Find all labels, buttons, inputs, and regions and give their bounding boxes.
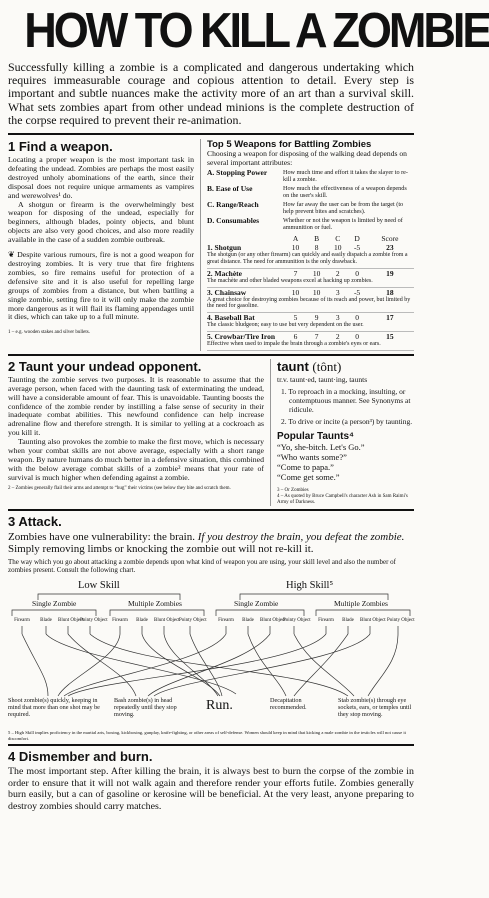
section-1-paragraph-3: ❦ Despite various rumours, fire is not a good weapon for destroying zombies. It is very true that fire frightens zombies, so fire remains useful for protection of a defensive site and it is also useful for repelling large groups of zombies from a distance, but when battling a single zombie, setting fire to it will only make the zombie more dangerous as it will flail its flaming appendages until it dies, which can take up to a full minute. [8,250,194,322]
weapon-a: 7 [293,268,298,278]
outcome-shoot: Shoot zombie(s) quickly, keeping in mind that more than one shot may be required. [8,697,100,719]
weapon-label: Blade [342,618,354,624]
weapon-row [207,331,414,341]
weapon-name: 1. Shotgun [207,243,242,253]
criterion-key: B. Ease of Use [207,184,253,194]
weapon-d: 0 [355,268,359,278]
criterion-row [207,201,414,215]
weapon-row [207,268,414,278]
weapon-c: 10 [333,243,342,253]
page-title: HOW TO KILL A ZOMBIE [24,4,489,58]
weapon-desc-row [207,322,414,331]
weapon-desc: The machète and other bladed weapons excel at hacking up zombies. [207,278,414,287]
weapon-label: Blunt Object [360,618,386,624]
weapon-desc: The shotgun (or any other firearm) can quickly and easily dispatch a zombie from a great distance. The need for ammunition is the only drawback. [207,252,414,268]
weapon-d: 0 [355,313,359,323]
weapon-label: Blunt Object [260,618,286,624]
criterion-row [207,169,414,183]
weapon-desc: The classic bludgeon; easy to use but very dependent on the user. [207,322,414,331]
outcome-bash: Bash zombie(s) in head repeatedly until they stop moving. [114,697,177,719]
weapon-desc: Effective when used to impale the brain through a zombie's eyes or ears. [207,341,414,350]
criterion-desc: How much time and effort it takes the slayer to re-kill a zombie. [283,169,408,184]
flow-line [368,634,398,696]
weapon-score: 23 [386,243,394,253]
weapon-c: 2 [335,268,340,278]
section-2-heading: 2 Taunt your undead opponent. [8,358,202,374]
weapon-name: 3. Chainsaw [207,287,247,297]
bracket-high-multiple [316,610,410,616]
weapon-desc: A great choice for destroying zombies because of its reach and power, but limited by the need for gasoline. [207,297,414,313]
section-3 [8,514,414,741]
footnote-5: 5 – High Skill implies proficiency in the martial arts, boxing, kickboxing, gunplay, knife-fighting, or other areas of self-defense. Women should keep in mind that kicking a male zombie in the testicles will not cause it discomfort. [8,730,406,741]
taunt-forms: tr.v. taunt·ed, taunt·ing, taunts [277,374,368,384]
taunt-quote: “Come to papa.” [277,461,334,472]
criterion-desc: Whether or not the weapon is limited by need of ammunition or fuel. [283,217,403,232]
lead-text: Simply removing limbs or knocking the zombie out will not re-kill it. [8,543,314,556]
footnote-3: 3 – Or Zombies [277,487,309,493]
lead-emphasis: If you destroy the brain, you defeat the zombie. [197,530,405,543]
weapon-b: 7 [314,331,319,341]
section-2 [8,359,270,506]
footnote-1: 1 – e.g. wooden stakes and silver bullets. [8,330,90,336]
taunt-quote: “Come get some.” [277,471,340,482]
flow-line [68,634,136,696]
section-1-paragraph-1: Locating a proper weapon is the most important task in defeating the undead. Zombies are perhaps the most easily destroyed unholy abominations of the earth, since their disposal does not require unique armaments as vampires and werewolves¹ do. [8,155,194,200]
footnote-2: 2 – Zombies generally flail their arms and attempt to “hug” their victims (see below they bite and scratch them. [8,485,231,491]
weapon-b: 8 [314,243,319,253]
section-4-heading: 4 Dismember and burn. [8,749,153,765]
weapon-c: 2 [335,331,340,341]
divider [8,509,414,511]
col-header: A [292,234,299,244]
weapon-c: 3 [335,313,340,323]
weapon-a: 10 [291,243,300,253]
weapon-row [207,313,414,323]
weapon-d: 0 [355,331,359,341]
col-header: D [354,234,360,244]
section-2-paragraph-2: Taunting also provokes the zombie to make the first move, which is necessary when your combat skills are not above average, especially with a short range weapon. By nature humans do much better in a defensive situation, this combined with the below average combat skills of a zombie² means that your rate of survival is much higher when defending against a zombie. [8,437,264,482]
low-multiple-label: Multiple Zombies [128,599,182,609]
section-3-heading: 3 Attack. [8,513,62,529]
criterion-key: C. Range/Reach [207,200,259,210]
taunt-quote: “Yo, she-bitch. Let's Go.” [277,441,365,452]
taunt-def-2: 2. To drive or incite (a person³) by taunting. [281,416,413,426]
criterion-key: D. Consumables [207,216,260,226]
col-header: Score [381,234,399,244]
criterion-desc: How much the effectiveness of a weapon depends on the user's skill. [283,185,407,200]
popular-taunts-heading: Popular Taunts⁴ [277,430,354,442]
weapon-label: Firearm [112,618,128,624]
section-3-subtext: The way which you go about attacking a zombie depends upon what kind of weapon you are using, your skill level and also the number of zombies present. Consult the following chart. [8,557,397,575]
weapon-label: Pointy Object [179,618,207,624]
weapon-label: Firearm [14,618,30,624]
flow-line [294,634,348,696]
taunt-quote: “Who wants some?” [277,451,347,462]
weapon-a: 10 [291,287,300,297]
attack-flowchart [8,578,414,728]
weapon-label: Blade [242,618,254,624]
weapon-d: -5 [353,287,361,297]
weapon-a: 6 [293,331,298,341]
section-3-lead [8,531,414,556]
taunt-word [277,359,414,375]
col-header: C [335,234,341,244]
outcome-decapitate: Decapitation recommended. [270,697,307,712]
weapon-desc-row [207,297,414,313]
weapon-label: Firearm [318,618,334,624]
criterion-key: A. Stopping Power [207,168,268,178]
weapons-lead: Choosing a weapon for disposing of the walking dead depends on several important attributes: [207,149,407,167]
section-2-paragraph-1: Taunting the zombie serves two purposes. It is reasonable to assume that the average person, when faced with the daunting task of exterminating the undead, will have a considerable amount of fear. This is unavoidable. Taunting boosts the confidence of the zombie render by instilling a false sense of security in their inadequate combat abilities. This newfound confidence can help increase adrenaline flow and therefore strength. It is similar to yelling at a cockroach as you kill it. [8,374,264,438]
weapon-name: 4. Baseball Bat [207,313,255,323]
weapons-panel [200,139,414,351]
footnote-4: 4 – As quoted by Bruce Campbell's character Ash in Sam Raimi's Army of Darkness. [277,493,408,505]
flow-line [22,634,48,696]
weapon-desc-row [207,252,414,268]
weapon-desc-row [207,341,414,350]
criterion-row [207,185,414,199]
section-1-paragraph-2: A shotgun or firearm is the overwhelmingly best weapon for disposing of the undead, especially for beginners, although blades, pointy objects, and blunt objects are also very good choices, and also more readily available in the case of a sudden zombie outbreak. [8,199,194,245]
weapon-score: 18 [386,287,394,297]
weapon-a: 5 [293,313,298,323]
weapons-table-header [207,234,414,243]
criteria-list [207,169,414,231]
flow-line [294,634,354,696]
section-1-heading: 1 Find a weapon. [8,139,113,155]
taunt-definition [277,375,414,426]
bracket-high-single [216,610,304,616]
weapon-label: Blade [40,618,52,624]
flow-line [248,634,286,696]
weapon-c: 3 [335,287,340,297]
weapon-row [207,243,414,252]
weapon-name: 2. Machète [207,268,242,278]
col-header: B [314,234,320,244]
weapons-title: Top 5 Weapons for Battling Zombies [207,139,372,151]
intro-paragraph: Successfully killing a zombie is a complicated and dangerous undertaking which requires immeasurable courage and copious attention to detail. Every step is important and subtle nuances make the activity more of an art than a survival skill. What sets zombies apart from other undead minions is the complete destruction of the corpse required to prevent their re-animation. [8,60,414,127]
section-2-row [8,359,414,506]
bracket-low-multiple [110,610,204,616]
flow-line [190,634,222,696]
high-skill-label: High Skill⁵ [286,580,334,592]
weapon-score: 19 [386,268,394,278]
flow-line [142,634,220,696]
outcome-stab: Stab zombie(s) through eye sockets, ears, or temples until they stop moving. [338,697,412,719]
weapon-name: 5. Crowbar/Tire Iron [207,331,275,341]
taunt-def-1: 1. To reproach in a mocking, insulting, or contemptuous manner. See Synonyms at ridicule. [281,386,411,414]
weapon-b: 10 [312,287,321,297]
taunt-headword: taunt [277,358,309,374]
weapon-score: 17 [386,313,394,323]
flow-line [68,634,326,696]
low-skill-label: Low Skill [78,580,120,592]
section-4-text: The most important step. After killing the brain, it is always best to burn the corpse of the zombie in order to ensure that it will not walk again and therefore render your efforts futile. Zombies generally burn easily, but a can of gasoline or kerosine will be beneficial. At the very least, anyone preparing to destroy zombies should carry matches. [8,766,414,812]
popular-taunts [277,442,414,482]
taunt-pronunciation: (tônt) [312,358,342,374]
weapon-label: Blunt Object [58,618,84,624]
criterion-desc: How far away the user can be from the target (to help prevent bites and scratches). [283,201,404,216]
weapon-ticks [22,626,398,634]
low-single-label: Single Zombie [32,599,77,609]
section-4 [8,749,414,812]
weapon-b: 9 [314,313,319,323]
weapon-label: Pointy Object [80,618,108,624]
section-1-row [8,139,414,351]
weapon-d: -5 [353,243,361,253]
divider [8,354,414,356]
taunt-panel [270,359,414,506]
bracket-low-single [12,610,96,616]
weapon-label: Firearm [218,618,234,624]
weapons-table [207,234,414,351]
weapon-label: Pointy Object [387,618,415,624]
criterion-row [207,217,414,231]
high-single-label: Single Zombie [234,599,279,609]
weapon-score: 15 [386,331,394,341]
lead-text: Zombies have one vulnerability: the brain. [8,530,198,543]
section-1 [8,139,200,351]
flow-line [58,634,120,696]
weapon-row [207,287,414,297]
divider [8,744,414,746]
divider [8,133,414,135]
high-multiple-label: Multiple Zombies [334,599,388,609]
outcome-run: Run. [206,698,233,714]
weapon-desc-row [207,278,414,287]
weapon-b: 10 [312,268,321,278]
weapon-label: Blunt Object [154,618,180,624]
weapon-label: Pointy Object [283,618,311,624]
weapon-label: Blade [136,618,148,624]
